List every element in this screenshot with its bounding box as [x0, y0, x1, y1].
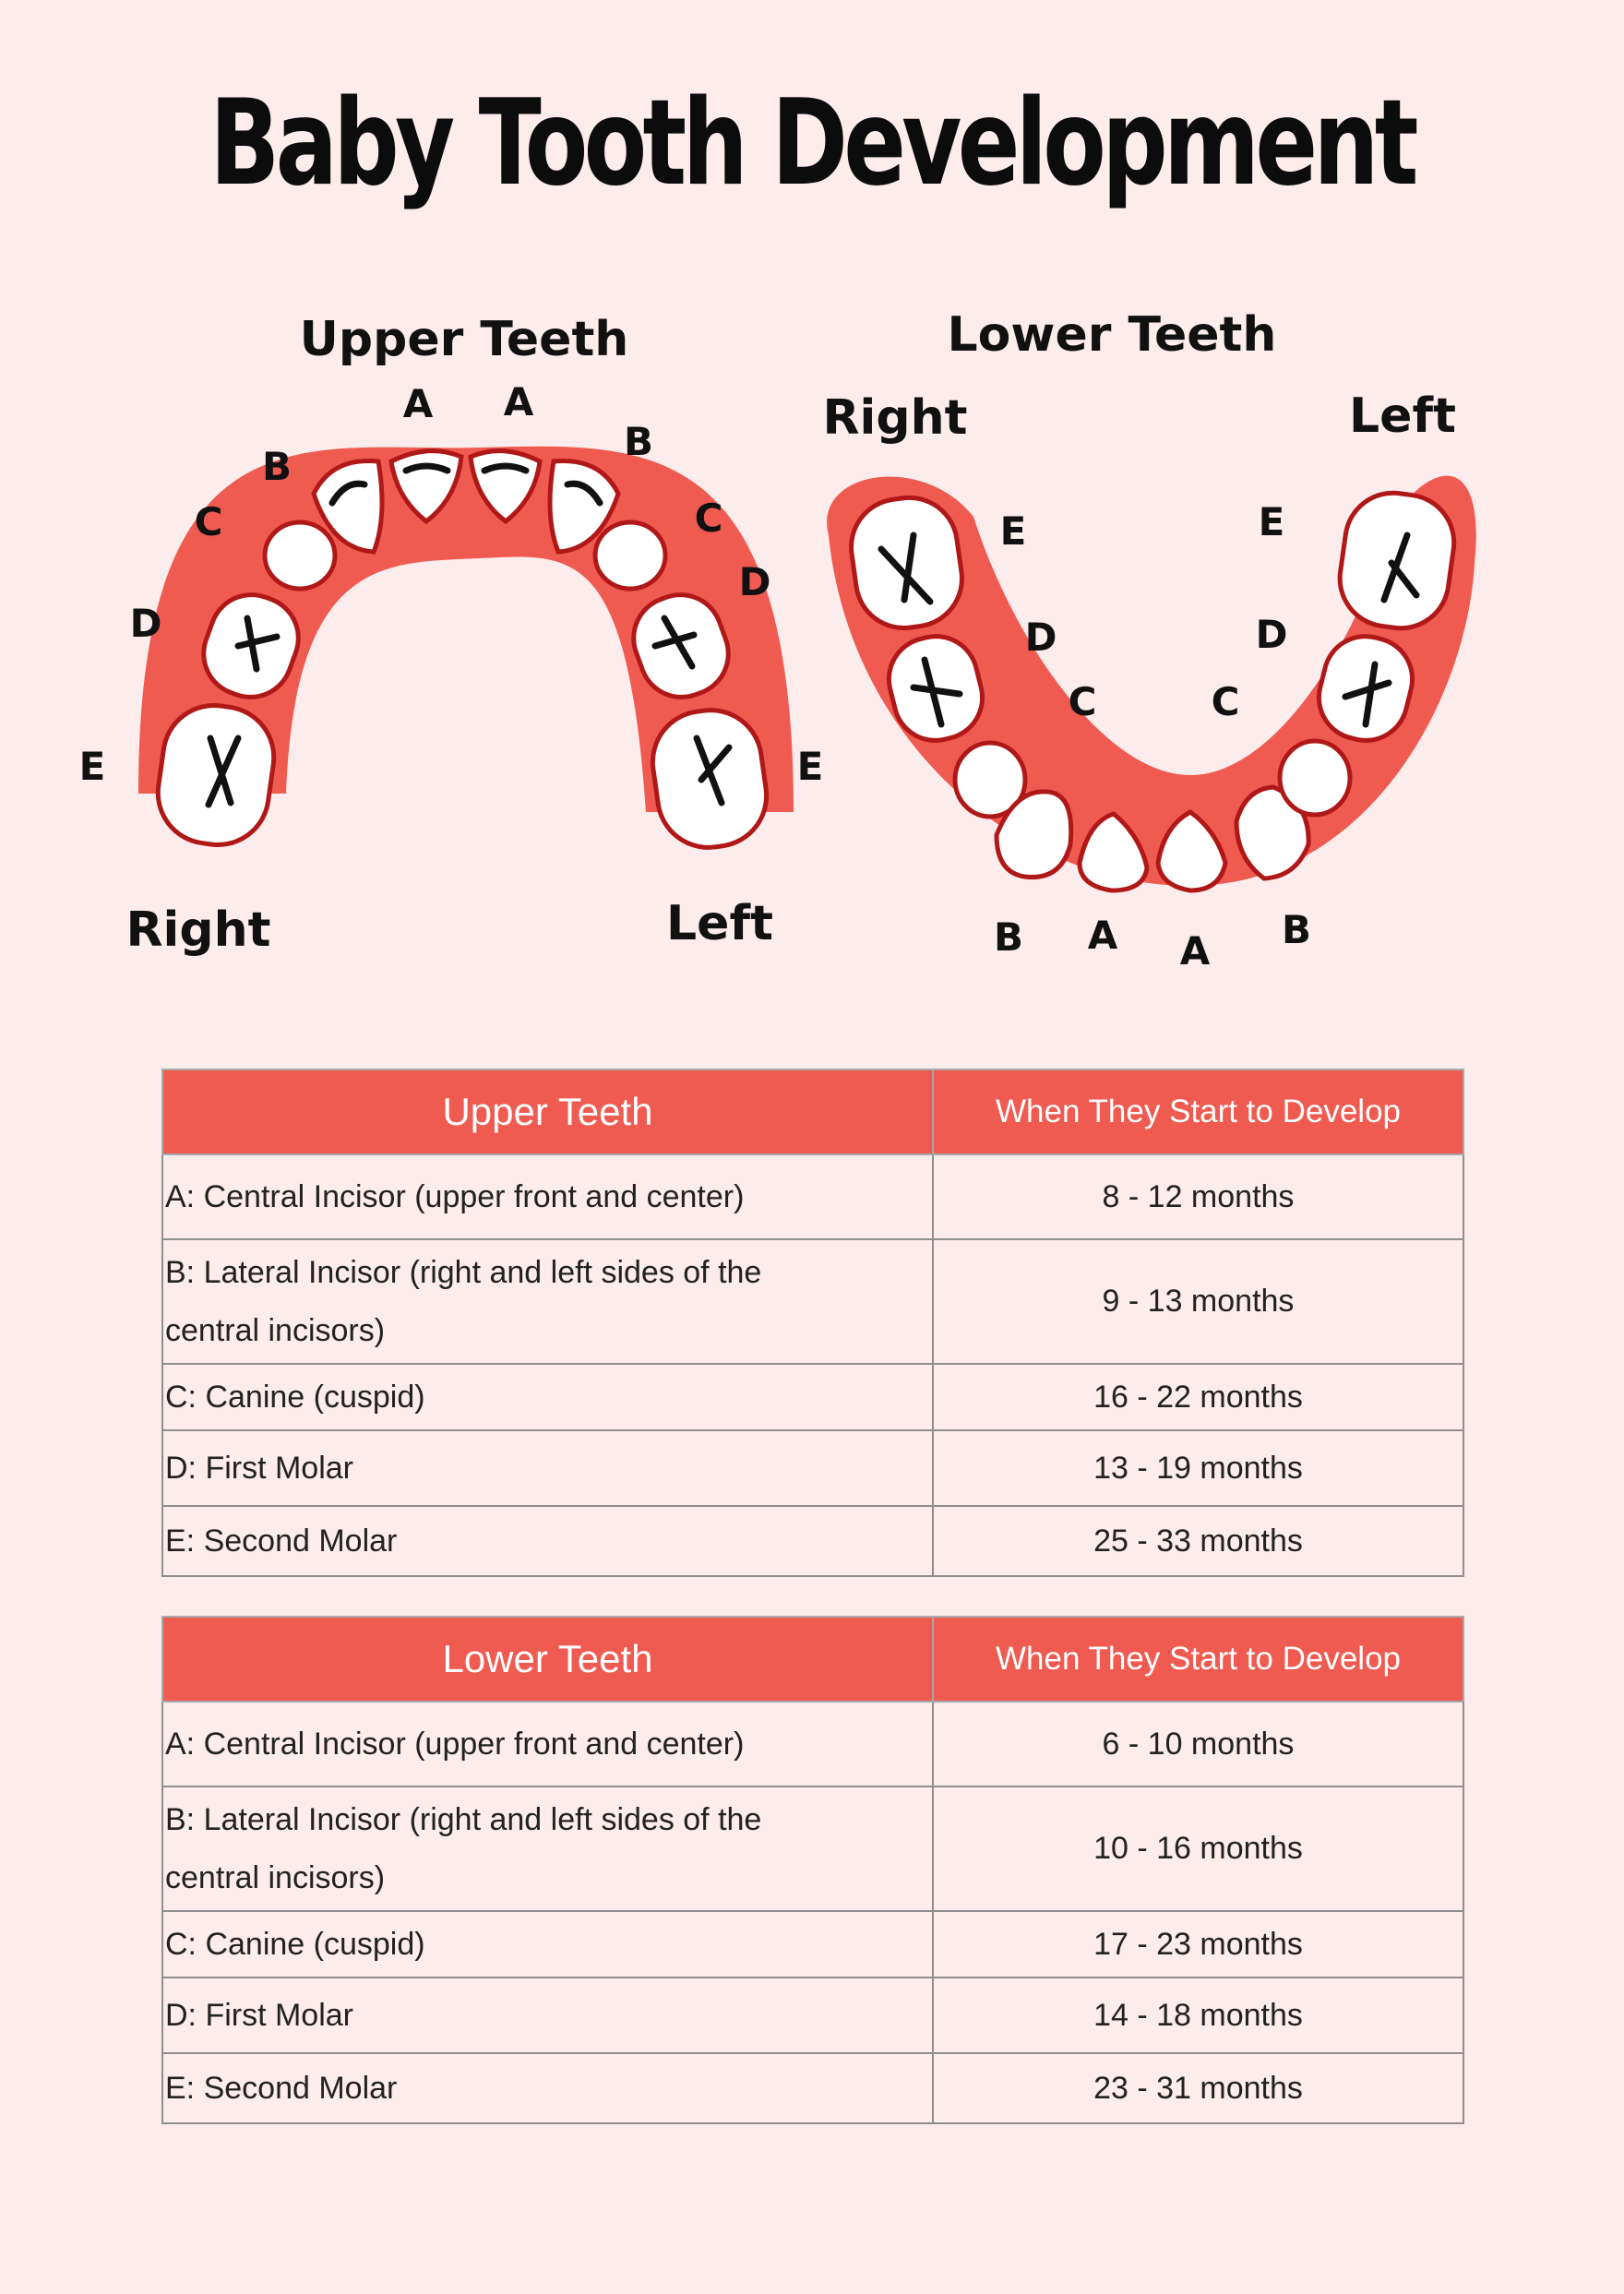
develop-time-cell: 8 - 12 months — [933, 1154, 1463, 1239]
lower-label-c-left: C — [1211, 679, 1240, 724]
tooth-name-line: central incisors) — [165, 1312, 386, 1348]
lower-label-b-left: B — [1281, 907, 1312, 952]
table-row — [162, 1154, 1463, 1239]
upper-label-d-left: D — [738, 559, 771, 604]
develop-time-cell: 14 - 18 months — [933, 1977, 1463, 2053]
tooth-name-cell: C: Canine (cuspid) — [162, 1911, 933, 1977]
tooth-name-line: B: Lateral Incisor (right and left sides of the — [165, 1254, 762, 1290]
develop-time-cell: 10 - 16 months — [933, 1786, 1463, 1911]
upper-col-when-header: When They Start to Develop — [933, 1069, 1463, 1154]
upper-right-label: Right — [125, 902, 271, 958]
tooth-name-cell: E: Second Molar — [162, 2053, 933, 2123]
lower-label-d-left: D — [1255, 612, 1288, 657]
lower-left-label: Left — [1349, 388, 1456, 444]
tooth-diagram — [0, 0, 1624, 1015]
lower-col-when-header: When They Start to Develop — [933, 1617, 1463, 1702]
lower-label-e-left: E — [1258, 499, 1285, 544]
table-header-row — [162, 1617, 1463, 1702]
lower-col-tooth-header: Lower Teeth — [162, 1617, 933, 1702]
upper-label-a-left: A — [503, 379, 534, 424]
tooth-name-cell: D: First Molar — [162, 1430, 933, 1506]
upper-label-b-right: B — [261, 444, 293, 489]
table-row — [162, 2053, 1463, 2123]
tooth-name-cell — [162, 1786, 933, 1911]
develop-time-cell: 6 - 10 months — [933, 1702, 1463, 1786]
upper-label-d-right: D — [129, 601, 162, 646]
upper-heading: Upper Teeth — [299, 312, 629, 367]
lower-label-e-right: E — [999, 508, 1027, 554]
upper-label-c-left: C — [694, 496, 723, 541]
table-header-row — [162, 1069, 1463, 1154]
lower-right-label: Right — [822, 390, 968, 446]
table-row — [162, 1786, 1463, 1911]
upper-teeth-table — [161, 1069, 1464, 1577]
table-row — [162, 1702, 1463, 1786]
tooth-name-cell — [162, 1239, 933, 1364]
develop-time-cell: 23 - 31 months — [933, 2053, 1463, 2123]
tooth-name-cell: E: Second Molar — [162, 1506, 933, 1576]
tooth-name-line: B: Lateral Incisor (right and left sides of the — [165, 1801, 762, 1837]
lower-label-a-left: A — [1179, 928, 1211, 974]
table-row — [162, 1977, 1463, 2053]
develop-time-cell: 13 - 19 months — [933, 1430, 1463, 1506]
upper-col-tooth-header: Upper Teeth — [162, 1069, 933, 1154]
page-title: Baby Tooth Development — [209, 75, 1415, 212]
lower-heading: Lower Teeth — [947, 307, 1277, 363]
upper-label-c-right: C — [194, 499, 223, 544]
table-row — [162, 1911, 1463, 1977]
upper-label-b-left: B — [623, 419, 654, 464]
upper-label-e-left: E — [796, 744, 824, 789]
lower-label-d-right: D — [1024, 615, 1057, 660]
table-row — [162, 1364, 1463, 1430]
table-row — [162, 1506, 1463, 1576]
develop-time-cell: 9 - 13 months — [933, 1239, 1463, 1364]
lower-label-c-right: C — [1068, 679, 1097, 724]
upper-tooth-c-left — [595, 522, 665, 589]
upper-tooth-c-right — [265, 522, 335, 589]
develop-time-cell: 25 - 33 months — [933, 1506, 1463, 1576]
table-row — [162, 1239, 1463, 1364]
tooth-name-cell: A: Central Incisor (upper front and center) — [162, 1702, 933, 1786]
upper-label-a-right: A — [402, 381, 434, 426]
tooth-name-line: central incisors) — [165, 1859, 386, 1895]
tooth-name-cell: A: Central Incisor (upper front and center) — [162, 1154, 933, 1239]
tooth-name-cell: D: First Molar — [162, 1977, 933, 2053]
lower-label-a-right: A — [1087, 913, 1118, 958]
upper-arch — [79, 312, 824, 958]
upper-left-label: Left — [666, 896, 773, 951]
lower-teeth-table — [161, 1616, 1464, 2124]
table-row — [162, 1430, 1463, 1506]
tooth-name-cell: C: Canine (cuspid) — [162, 1364, 933, 1430]
lower-arch — [823, 307, 1476, 974]
lower-tooth-c-left — [1280, 741, 1350, 815]
upper-label-e-right: E — [78, 744, 106, 789]
lower-label-b-right: B — [993, 914, 1024, 960]
develop-time-cell: 16 - 22 months — [933, 1364, 1463, 1430]
develop-time-cell: 17 - 23 months — [933, 1911, 1463, 1977]
